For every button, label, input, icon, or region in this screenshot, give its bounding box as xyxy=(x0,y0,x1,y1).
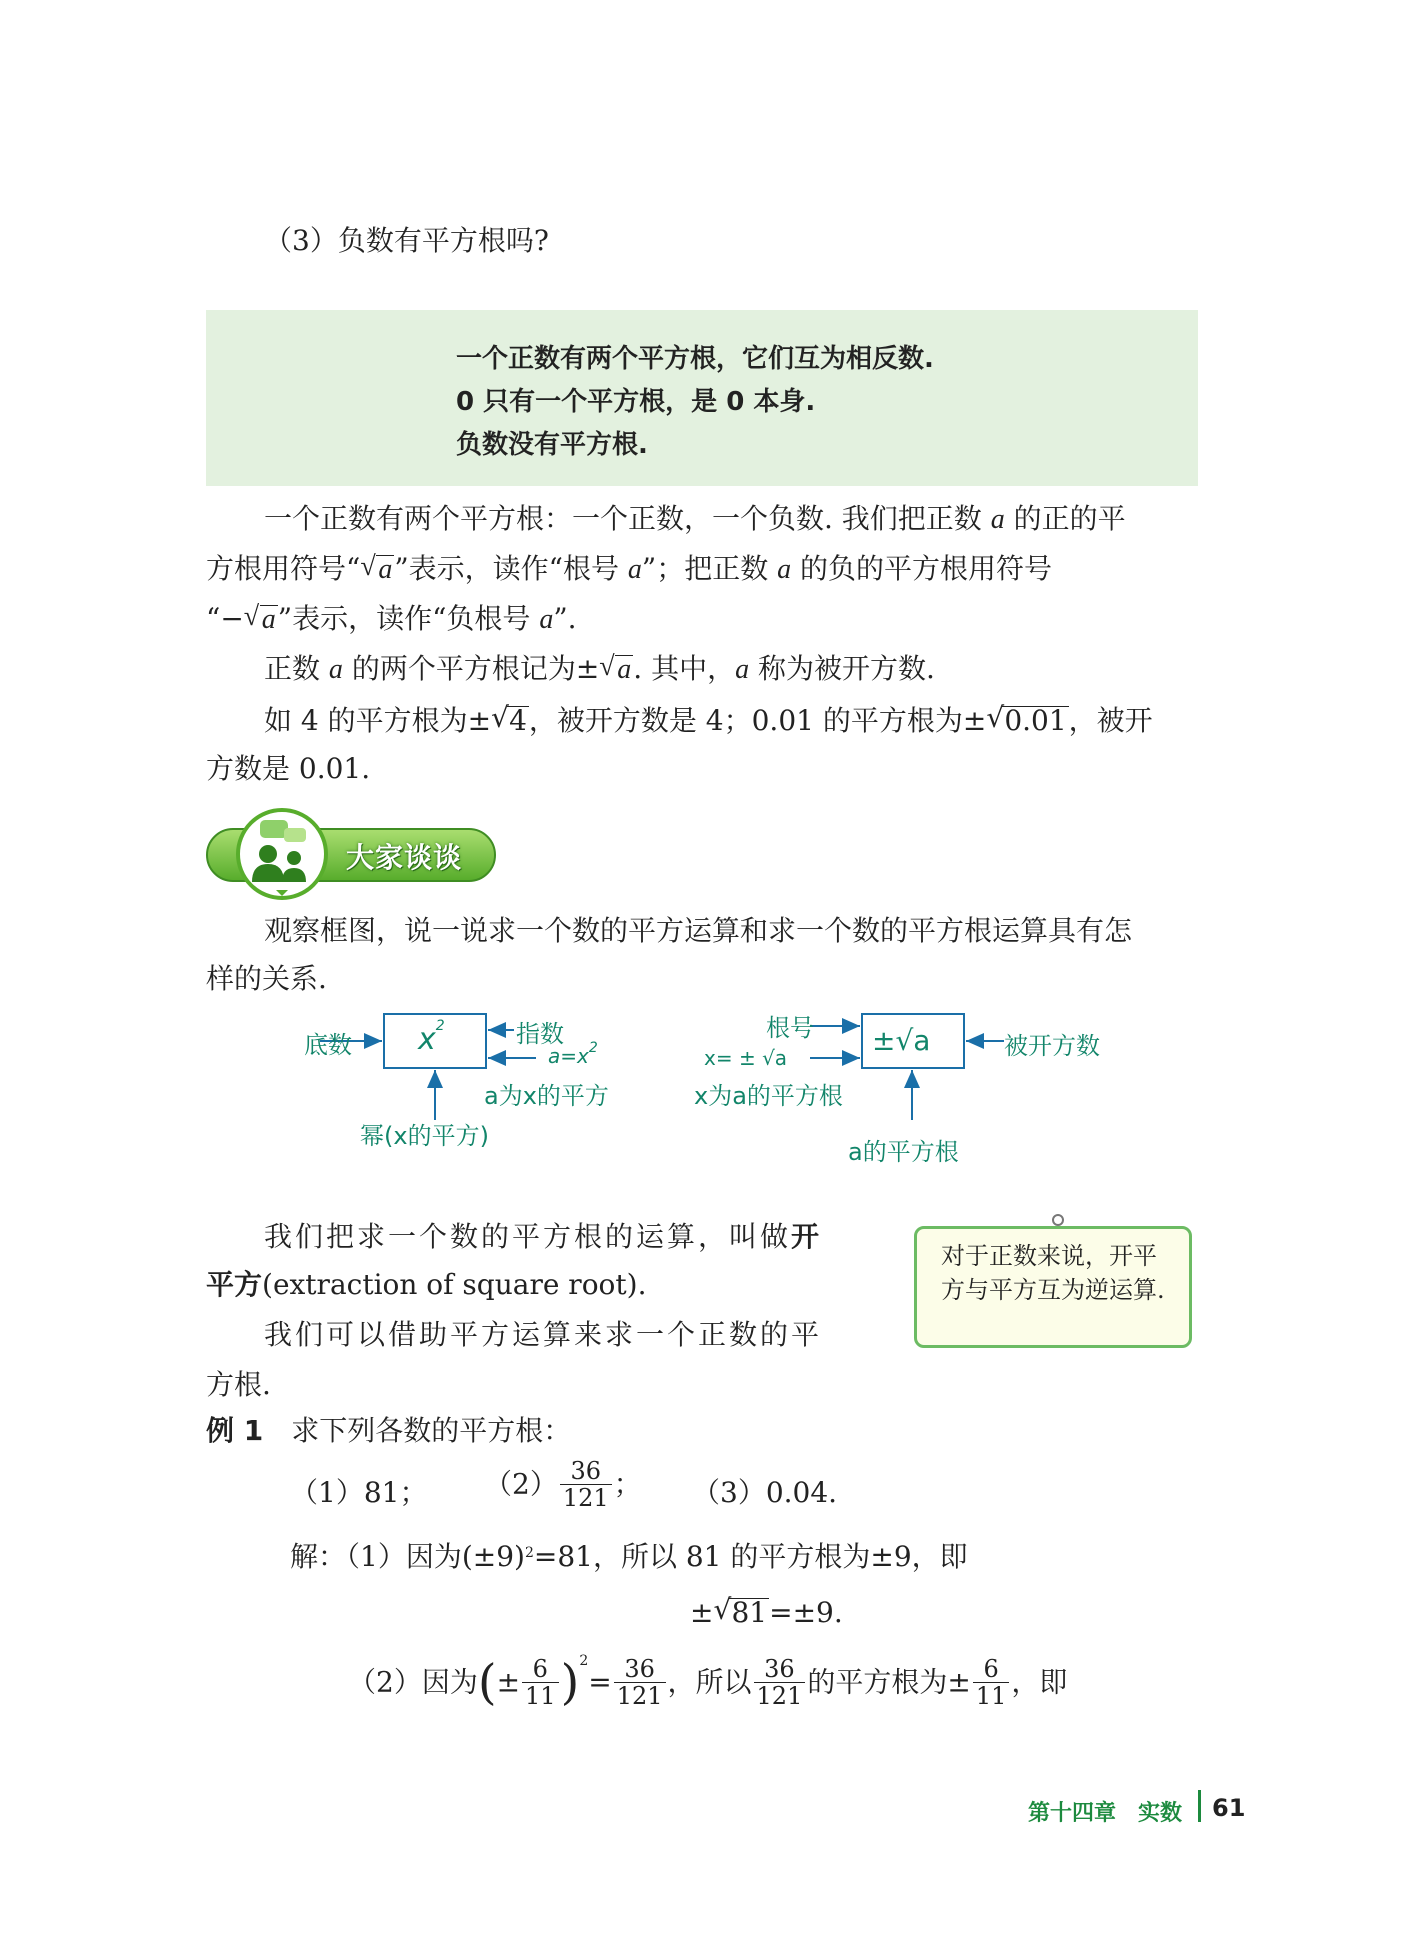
para3-line2: 方数是 0.01. xyxy=(206,752,371,785)
diagram-radical: 根号 xyxy=(766,1014,814,1042)
example-item-1: （1）81； xyxy=(290,1476,428,1509)
diagram-pm-sqrt-a: ±√a xyxy=(872,1024,931,1057)
example-item-3: （3）0.04. xyxy=(692,1476,838,1509)
question-3: （3）负数有平方根吗? xyxy=(264,224,549,257)
key-point-1: 一个正数有两个平方根，它们互为相反数. xyxy=(456,344,934,374)
solution-2: （2）因为(± $\frac{6}{11}$ )$^2$= $\frac{36}{121}$ ，所以 $\frac{36}{121}$ 的平方根为± $\frac{6}{11}$ ，即 xyxy=(348,1653,1068,1711)
example-1: 例 1 求下列各数的平方根： xyxy=(206,1414,572,1447)
footer-page-number: 61 xyxy=(1212,1794,1246,1822)
footer-divider xyxy=(1198,1790,1201,1822)
discuss-line1: 观察框图，说一说求一个数的平方运算和求一个数的平方根运算具有怎 xyxy=(264,914,1133,947)
people-chat-icon xyxy=(240,812,324,896)
discuss-label: 大家谈谈 xyxy=(346,841,463,874)
footer-chapter: 第十四章 实数 xyxy=(1028,1801,1183,1826)
diagram-a-sqrt-label: a的平方根 xyxy=(848,1138,959,1166)
key-point-2: 0 只有一个平方根，是 0 本身. xyxy=(456,387,816,417)
diagram-exponent: 指数 xyxy=(516,1020,564,1048)
para1-line2: 方根用符号“√ a”表示，读作“根号 a”；把正数 a 的负的平方根用符号 xyxy=(206,552,1052,587)
diagram-radicand: 被开方数 xyxy=(1004,1032,1100,1060)
diagram-base: 底数 xyxy=(304,1031,352,1059)
example-item-2: （2） $\frac{36}{121}$ ； xyxy=(484,1457,642,1512)
diagram-power: 幂(x的平方) xyxy=(360,1122,489,1150)
def-line3: 我们可以借助平方运算来求一个正数的平 xyxy=(264,1318,823,1351)
note-box xyxy=(914,1226,1192,1348)
solution-1-equation: ±√ 81=±9. xyxy=(690,1596,843,1630)
note-text: 对于正数来说，开平方与平方互为逆运算. xyxy=(941,1242,1165,1304)
diagram-a-is-square: a为x的平方 xyxy=(484,1082,609,1110)
def-line4: 方根. xyxy=(206,1368,271,1401)
def-line1: 我们把求一个数的平方根的运算，叫做开 xyxy=(264,1220,823,1253)
para3-line1: 如 4 的平方根为±√ 4，被开方数是 4；0.01 的平方根为±√ 0.01，被开 xyxy=(264,704,1153,738)
key-point-3: 负数没有平方根. xyxy=(456,430,648,460)
diagram-x-eq: x= ± √a xyxy=(704,1046,788,1070)
discuss-line2: 样的关系. xyxy=(206,962,327,995)
diagram-a-eq-x2: $a=x^2$ xyxy=(548,1040,598,1068)
discuss-icon-circle xyxy=(236,808,328,900)
solution-1: 解：（1）因为$(\pm 9)^2=81$，所以 81 的平方根为±9，即 xyxy=(290,1540,968,1573)
para2: 正数 a 的两个平方根记为±√ a. 其中，a 称为被开方数. xyxy=(264,652,935,687)
diagram-x-squared: $x^2$ xyxy=(418,1018,445,1057)
para1-line1: 一个正数有两个平方根：一个正数，一个负数. 我们把正数 a 的正的平 xyxy=(264,502,1126,535)
note-pin-icon xyxy=(1052,1214,1064,1226)
diagram-x-is-root: x为a的平方根 xyxy=(694,1082,843,1110)
def-line2: 平方(extraction of square root). xyxy=(206,1268,647,1301)
para1-line3: “−√ a”表示，读作“负根号 a”. xyxy=(206,602,577,637)
